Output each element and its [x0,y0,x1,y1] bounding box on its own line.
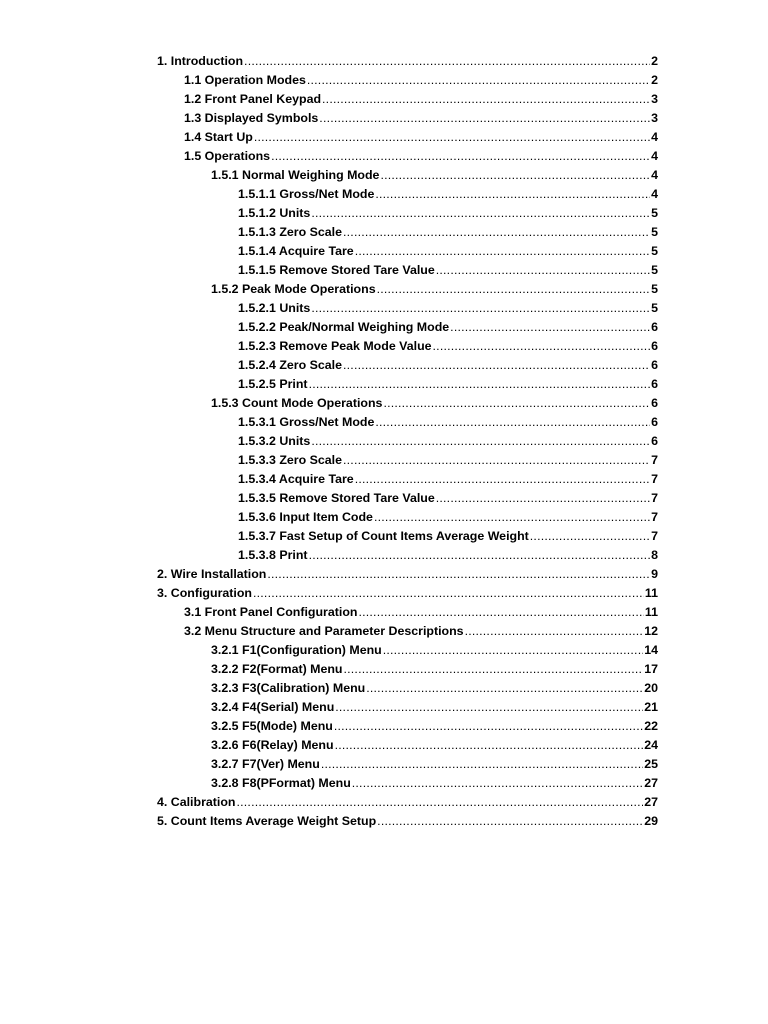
toc-entry-page-number: 21 [644,700,658,714]
toc-dot-leader [335,736,644,755]
toc-dot-leader [307,71,650,90]
toc-entry-title: 1.4 Start Up [184,130,253,144]
toc-entry[interactable] [157,584,658,603]
toc-dot-leader [343,356,650,375]
toc-entry-title: 1.5.3.4 Acquire Tare [238,472,354,486]
toc-entry-title: 1.3 Displayed Symbols [184,111,319,125]
toc-entry-page-number: 7 [651,472,658,486]
toc-dot-leader [253,584,644,603]
toc-entry[interactable] [238,337,658,356]
toc-entry-title: 3.2.4 F4(Serial) Menu [211,700,335,714]
toc-entry[interactable] [211,736,658,755]
toc-dot-leader [343,451,650,470]
toc-entry[interactable] [238,451,658,470]
toc-entry-title: 1.5.3.6 Input Item Code [238,510,373,524]
toc-entry[interactable] [211,698,658,717]
toc-entry[interactable] [211,394,658,413]
toc-entry-page-number: 5 [651,263,658,277]
toc-entry[interactable] [238,242,658,261]
toc-entry-title: 1.5.2 Peak Mode Operations [211,282,376,296]
toc-entry-page-number: 6 [651,377,658,391]
toc-entry[interactable] [157,812,658,831]
toc-entry-page-number: 7 [651,453,658,467]
toc-entry-title: 3. Configuration [157,586,252,600]
toc-entry-title: 1.5.3.8 Print [238,548,308,562]
toc-entry-page-number: 4 [651,149,658,163]
toc-entry[interactable] [238,185,658,204]
toc-dot-leader [244,52,650,71]
toc-entry-title: 1.5.2.5 Print [238,377,308,391]
toc-dot-leader [380,166,650,185]
toc-entry-page-number: 5 [651,244,658,258]
toc-entry-page-number: 6 [651,434,658,448]
toc-entry-page-number: 7 [651,529,658,543]
toc-entry[interactable] [238,261,658,280]
toc-entry-page-number: 22 [644,719,658,733]
toc-entry-title: 3.2.2 F2(Format) Menu [211,662,343,676]
toc-entry[interactable] [211,641,658,660]
toc-entry-page-number: 3 [651,111,658,125]
toc-dot-leader [309,546,651,565]
toc-entry-page-number: 24 [644,738,658,752]
toc-entry-title: 3.1 Front Panel Configuration [184,605,358,619]
toc-entry[interactable] [211,660,658,679]
toc-entry[interactable] [238,546,658,565]
toc-entry[interactable] [238,489,658,508]
toc-dot-leader [321,755,643,774]
toc-entry[interactable] [211,774,658,793]
toc-dot-leader [450,318,650,337]
toc-entry-title: 1.5.3.2 Units [238,434,311,448]
toc-dot-leader [383,394,650,413]
toc-entry-title: 1.2 Front Panel Keypad [184,92,322,106]
toc-entry-page-number: 9 [651,567,658,581]
toc-entry[interactable] [238,432,658,451]
toc-entry[interactable] [211,166,658,185]
toc-entry-page-number: 5 [651,282,658,296]
toc-entry-title: 1.1 Operation Modes [184,73,306,87]
toc-dot-leader [267,565,650,584]
toc-entry[interactable] [238,470,658,489]
toc-entry-title: 1.5.3.3 Zero Scale [238,453,343,467]
toc-dot-leader [358,603,643,622]
toc-entry[interactable] [184,622,658,641]
toc-entry-page-number: 5 [651,301,658,315]
toc-entry-title: 3.2.7 F7(Ver) Menu [211,757,320,771]
toc-dot-leader [271,147,650,166]
toc-entry-title: 1.5.1.2 Units [238,206,311,220]
toc-entry-title: 1.5.1.3 Zero Scale [238,225,343,239]
toc-entry[interactable] [184,603,658,622]
toc-entry-title: 1.5.1.4 Acquire Tare [238,244,354,258]
toc-entry-page-number: 6 [651,339,658,353]
toc-entry[interactable] [184,71,658,90]
toc-entry-title: 1.5.2.2 Peak/Normal Weighing Mode [238,320,450,334]
toc-entry[interactable] [157,565,658,584]
toc-dot-leader [383,641,643,660]
toc-entry-page-number: 6 [651,320,658,334]
toc-dot-leader [374,508,650,527]
toc-entry[interactable] [211,755,658,774]
toc-entry-title: 5. Count Items Average Weight Setup [157,814,377,828]
toc-dot-leader [254,128,650,147]
toc-dot-leader [344,660,644,679]
toc-entry[interactable] [238,508,658,527]
toc-dot-leader [334,717,643,736]
toc-entry[interactable] [238,223,658,242]
toc-entry-title: 1.5.3.5 Remove Stored Tare Value [238,491,435,505]
toc-entry-title: 3.2.5 F5(Mode) Menu [211,719,333,733]
toc-entry-title: 1.5 Operations [184,149,271,163]
toc-entry-page-number: 6 [651,358,658,372]
toc-entry-page-number: 4 [651,187,658,201]
toc-entry-page-number: 6 [651,415,658,429]
toc-entry[interactable] [184,128,658,147]
toc-entry[interactable] [238,299,658,318]
toc-dot-leader [530,527,650,546]
toc-dot-leader [355,242,650,261]
toc-entry[interactable] [238,318,658,337]
toc-entry-page-number: 4 [651,168,658,182]
toc-entry-title: 1.5.2.4 Zero Scale [238,358,343,372]
toc-dot-leader [375,413,650,432]
toc-dot-leader [237,793,644,812]
toc-entry[interactable] [157,52,658,71]
toc-entry[interactable] [238,375,658,394]
toc-entry-title: 3.2 Menu Structure and Parameter Descriptions [184,624,464,638]
toc-entry-page-number: 7 [651,510,658,524]
toc-entry-page-number: 3 [651,92,658,106]
toc-entry-page-number: 27 [644,795,658,809]
toc-entry[interactable] [184,90,658,109]
toc-entry-title: 3.2.8 F8(PFormat) Menu [211,776,351,790]
toc-entry-page-number: 5 [651,225,658,239]
toc-entry-page-number: 17 [644,662,658,676]
toc-dot-leader [343,223,650,242]
toc-dot-leader [352,774,643,793]
toc-entry[interactable] [238,356,658,375]
toc-dot-leader [322,90,650,109]
toc-entry-page-number: 8 [651,548,658,562]
toc-entry-page-number: 27 [644,776,658,790]
toc-entry-title: 1.5.1 Normal Weighing Mode [211,168,380,182]
toc-entry-title: 1.5.1.1 Gross/Net Mode [238,187,375,201]
toc-entry-title: 1.5.3 Count Mode Operations [211,396,383,410]
toc-entry-page-number: 7 [651,491,658,505]
toc-entry-page-number: 12 [644,624,658,638]
toc-entry-title: 3.2.3 F3(Calibration) Menu [211,681,366,695]
toc-entry-page-number: 2 [651,54,658,68]
toc-dot-leader [335,698,643,717]
toc-dot-leader [319,109,650,128]
toc-dot-leader [311,432,650,451]
toc-dot-leader [436,489,650,508]
toc-dot-leader [436,261,650,280]
toc-dot-leader [311,299,650,318]
toc-entry-page-number: 2 [651,73,658,87]
toc-entry-title: 1. Introduction [157,54,244,68]
toc-entry-page-number: 14 [644,643,658,657]
toc-entry[interactable] [238,204,658,223]
toc-entry-title: 1.5.2.3 Remove Peak Mode Value [238,339,432,353]
toc-entry[interactable] [157,793,658,812]
toc-entry-page-number: 29 [644,814,658,828]
toc-dot-leader [433,337,651,356]
toc-entry[interactable] [184,109,658,128]
toc-entry[interactable] [238,527,658,546]
toc-entry-page-number: 5 [651,206,658,220]
toc-entry-page-number: 20 [644,681,658,695]
toc-entry-page-number: 6 [651,396,658,410]
toc-entry-title: 3.2.1 F1(Configuration) Menu [211,643,382,657]
toc-dot-leader [366,679,643,698]
toc-entry-page-number: 11 [644,605,658,619]
toc-entry-title: 2. Wire Installation [157,567,267,581]
toc-entry[interactable] [211,280,658,299]
toc-entry-title: 1.5.1.5 Remove Stored Tare Value [238,263,435,277]
toc-entry[interactable] [211,717,658,736]
toc-entry-title: 1.5.3.7 Fast Setup of Count Items Average Weight [238,529,529,543]
toc-entry[interactable] [211,679,658,698]
toc-entry-title: 1.5.3.1 Gross/Net Mode [238,415,375,429]
toc-entry-title: 4. Calibration [157,795,236,809]
toc-dot-leader [377,280,651,299]
toc-dot-leader [311,204,650,223]
toc-dot-leader [355,470,650,489]
toc-dot-leader [377,812,643,831]
toc-entry[interactable] [184,147,658,166]
toc-entry-title: 3.2.6 F6(Relay) Menu [211,738,334,752]
toc-dot-leader [375,185,650,204]
toc-entry-title: 1.5.2.1 Units [238,301,311,315]
toc-entry-page-number: 4 [651,130,658,144]
toc-dot-leader [309,375,651,394]
toc-entry-page-number: 11 [644,586,658,600]
toc-entry[interactable] [238,413,658,432]
toc-entry-page-number: 25 [644,757,658,771]
toc-dot-leader [465,622,644,641]
